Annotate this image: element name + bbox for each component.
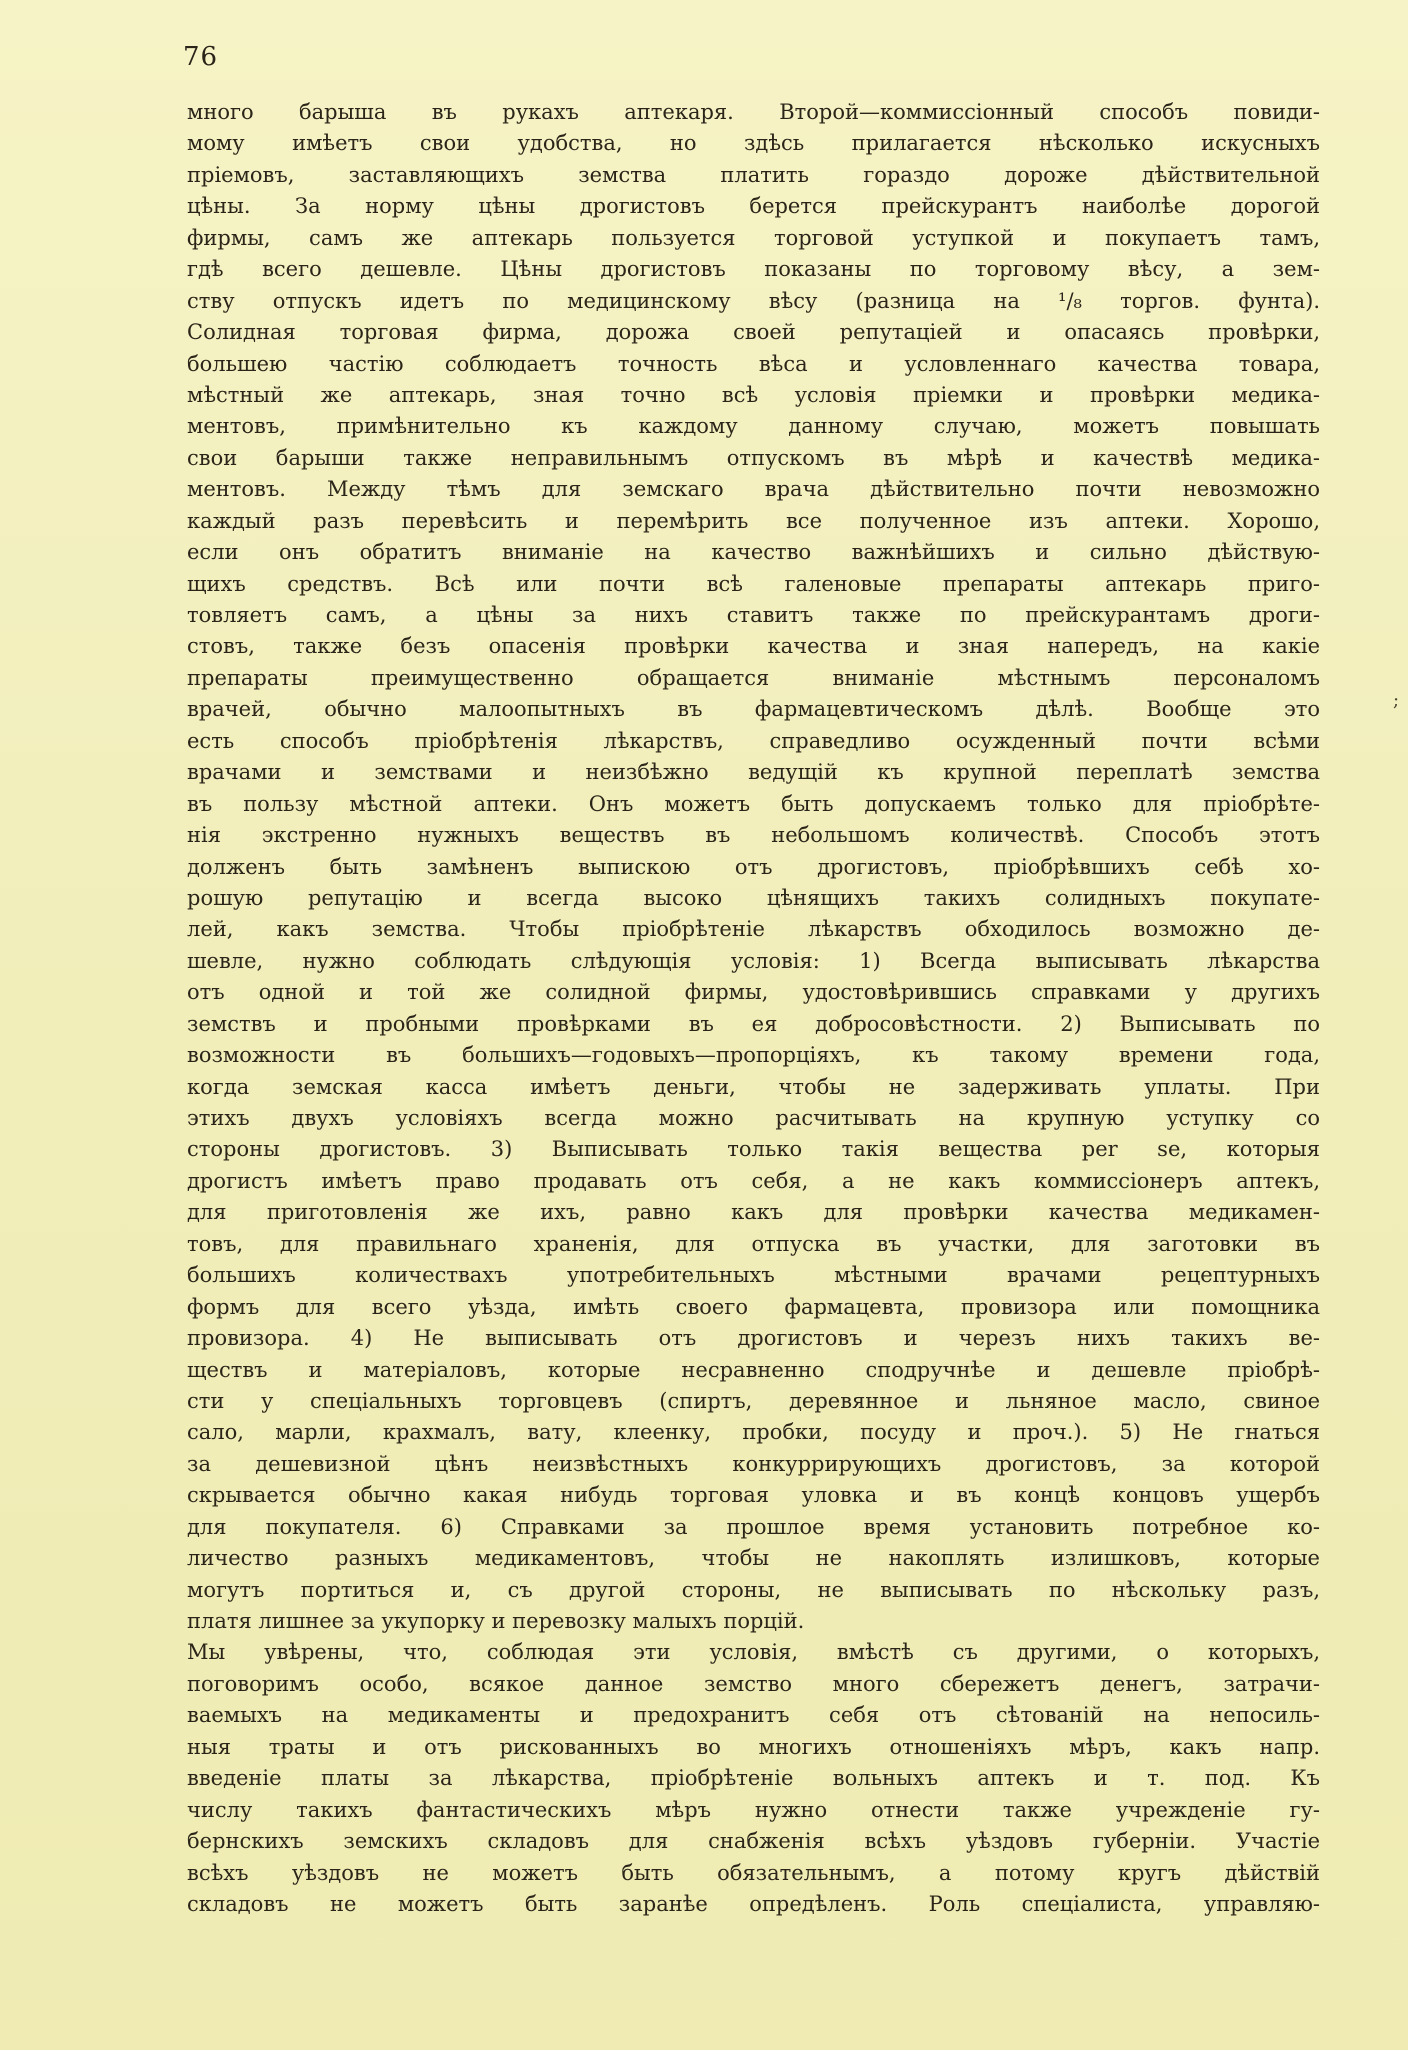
text-line: когда земская касса имѣетъ деньги, чтобы не задерживать уплаты. При [187,1074,1320,1099]
text-line: стороны дрогистовъ. 3) Выписывать только такiя вещества per se, которыя [187,1137,1320,1162]
text-line: если онъ обратитъ вниманiе на качество важнѣйшихъ и сильно дѣйствую- [187,540,1320,565]
text-line: личество разныхъ медикаментовъ, чтобы не накоплять излишковъ, которые [187,1546,1320,1571]
text-line: поговоримъ особо, всякое данное земство много сбережетъ денегъ, затрачи- [187,1671,1320,1696]
text-line: сти у спецiальныхъ торговцевъ (спиртъ, деревянное и льняное масло, свиное [187,1388,1320,1413]
text-line: щихъ средствъ. Всѣ или почти всѣ галеновые препараты аптекарь приго- [187,571,1320,596]
body-text [187,97,1320,1920]
text-line: каждый разъ перевѣсить и перемѣрить все полученное изъ аптеки. Хорошо, [187,508,1320,533]
text-line: для покупателя. 6) Справками за прошлое время установить потребное ко- [187,1514,1320,1539]
text-line: введенiе платы за лѣкарства, прiобрѣтенiе вольныхъ аптекъ и т. под. Къ [187,1766,1320,1791]
text-line: могутъ портиться и, съ другой стороны, не выписывать по нѣскольку разъ, [187,1577,1320,1602]
text-line: нiя экстренно нужныхъ веществъ въ небольшомъ количествѣ. Способъ этотъ [187,823,1320,848]
text-line: лей, какъ земства. Чтобы прiобрѣтенiе лѣкарствъ обходилось возможно де- [187,917,1320,942]
text-line: препараты преимущественно обращается вниманiе мѣстнымъ персоналомъ [187,665,1320,690]
text-line: товляетъ самъ, а цѣны за нихъ ставитъ также по прейскурантамъ дроги- [187,603,1320,627]
text-line: ству отпускъ идетъ по медицинскому вѣсу (разница на ¹/₈ торгов. фунта). [187,288,1320,313]
text-line: врачами и земствами и неизбѣжно ведущiй къ крупной переплатѣ земства [187,760,1320,785]
text-line: всѣхъ уѣздовъ не можетъ быть обязательнымъ, а потому кругъ дѣйствiй [187,1860,1320,1885]
text-line: Солидная торговая фирма, дорожа своей репутацiей и опасаясь провѣрки, [187,320,1320,345]
text-line: ваемыхъ на медикаменты и предохранитъ себя отъ сѣтованiй на непосиль- [187,1703,1320,1728]
text-line: этихъ двухъ условiяхъ всегда можно расчитывать на крупную уступку со [187,1106,1320,1130]
text-line: Мы увѣрены, что, соблюдая эти условiя, вмѣстѣ съ другими, о которыхъ, [187,1640,1320,1665]
text-line: врачей, обычно малоопытныхъ въ фармацевтическомъ дѣлѣ. Вообще это [187,697,1320,722]
text-line: провизора. 4) Не выписывать отъ дрогистовъ и черезъ нихъ такихъ ве- [187,1326,1320,1351]
text-line: большею частiю соблюдаетъ точность вѣса и условленнаго качества товара, [187,351,1320,376]
text-line: возможности въ большихъ—годовыхъ—пропорцiяхъ, къ такому времени года, [187,1043,1320,1068]
text-line: фирмы, самъ же аптекарь пользуется торговой уступкой и покупаетъ тамъ, [187,225,1320,250]
text-line: гдѣ всего дешевле. Цѣны дрогистовъ показаны по торговому вѣсу, а зем- [187,257,1320,282]
text-line: скрывается обычно какая нибудь торговая уловка и въ концѣ концовъ ущербъ [187,1483,1320,1508]
text-line: стовъ, также безъ опасенiя провѣрки качества и зная напередъ, на какiе [187,634,1320,659]
text-line: отъ одной и той же солидной фирмы, удостовѣрившись справками у другихъ [187,980,1320,1005]
text-line: мому имѣетъ свои удобства, но здѣсь прилагается нѣсколько искусныхъ [187,131,1320,156]
text-line: товъ, для правильнаго храненiя, для отпуска въ участки, для заготовки въ [187,1231,1320,1256]
text-line: платя лишнее за укупорку и перевозку малыхъ порцiй. [187,1609,805,1633]
text-line: много барыша въ рукахъ аптекаря. Второй—коммиссiонный способъ повиди- [187,100,1320,124]
text-line: числу такихъ фантастическихъ мѣръ нужно отнести также учрежденiе гу- [187,1797,1320,1822]
text-line: прiемовъ, заставляющихъ земства платить гораздо дороже дѣйствительной [187,162,1320,187]
text-line: въ пользу мѣстной аптеки. Онъ можетъ быть допускаемъ только для прiобрѣте- [187,791,1320,816]
page-number: 76 [183,42,219,72]
text-line: бернскихъ земскихъ складовъ для снабженiя всѣхъ уѣздовъ губернiи. Участiе [187,1829,1320,1854]
text-line: шевле, нужно соблюдать слѣдующiя условiя: 1) Всегда выписывать лѣкарства [187,948,1320,973]
text-line: земствъ и пробными провѣрками въ ея добросовѣстности. 2) Выписывать по [187,1011,1320,1036]
text-line: свои барыши также неправильнымъ отпускомъ въ мѣрѣ и качествѣ медика- [187,445,1320,470]
text-line: складовъ не можетъ быть заранѣе опредѣленъ. Роль спецiалиста, управляю- [187,1891,1320,1916]
text-line: для приготовленiя же ихъ, равно какъ для провѣрки качества медикамен- [187,1200,1320,1225]
text-line: сало, марли, крахмалъ, вату, клеенку, пробки, посуду и проч.). 5) Не гнаться [187,1420,1320,1445]
text-line: есть способъ прiобрѣтенiя лѣкарствъ, справедливо осужденный почти всѣми [187,728,1320,753]
text-line: дрогистъ имѣетъ право продавать отъ себя, а не какъ коммиссiонеръ аптекъ, [187,1168,1320,1193]
text-line: цѣны. За норму цѣны дрогистовъ берется прейскурантъ наиболѣе дорогой [187,194,1320,219]
text-line: ныя траты и отъ рискованныхъ во многихъ отношенiяхъ мѣръ, какъ напр. [187,1734,1320,1759]
text-line: большихъ количествахъ употребительныхъ мѣстными врачами рецептурныхъ [187,1263,1320,1288]
text-line: ментовъ, примѣнительно къ каждому данному случаю, можетъ повышать [187,414,1320,439]
text-line: формъ для всего уѣзда, имѣть своего фармацевта, провизора или помощника [187,1294,1320,1319]
text-line: ментовъ. Между тѣмъ для земскаго врача дѣйствительно почти невозможно [187,477,1320,502]
text-line: мѣстный же аптекарь, зная точно всѣ условiя прiемки и провѣрки медика- [187,382,1320,407]
text-line: за дешевизной цѣнъ неизвѣстныхъ конкуррирующихъ дрогистовъ, за которой [187,1451,1320,1476]
text-line: ществъ и матерiаловъ, которые несравненно сподручнѣе и дешевле прiобрѣ- [187,1357,1320,1382]
text-line: долженъ быть замѣненъ выпискою отъ дрогистовъ, прiобрѣвшихъ себѣ хо- [187,854,1320,879]
text-line: рошую репутацiю и всегда высоко цѣнящихъ такихъ солидныхъ покупате- [187,885,1320,910]
margin-mark: ; [1393,690,1400,711]
